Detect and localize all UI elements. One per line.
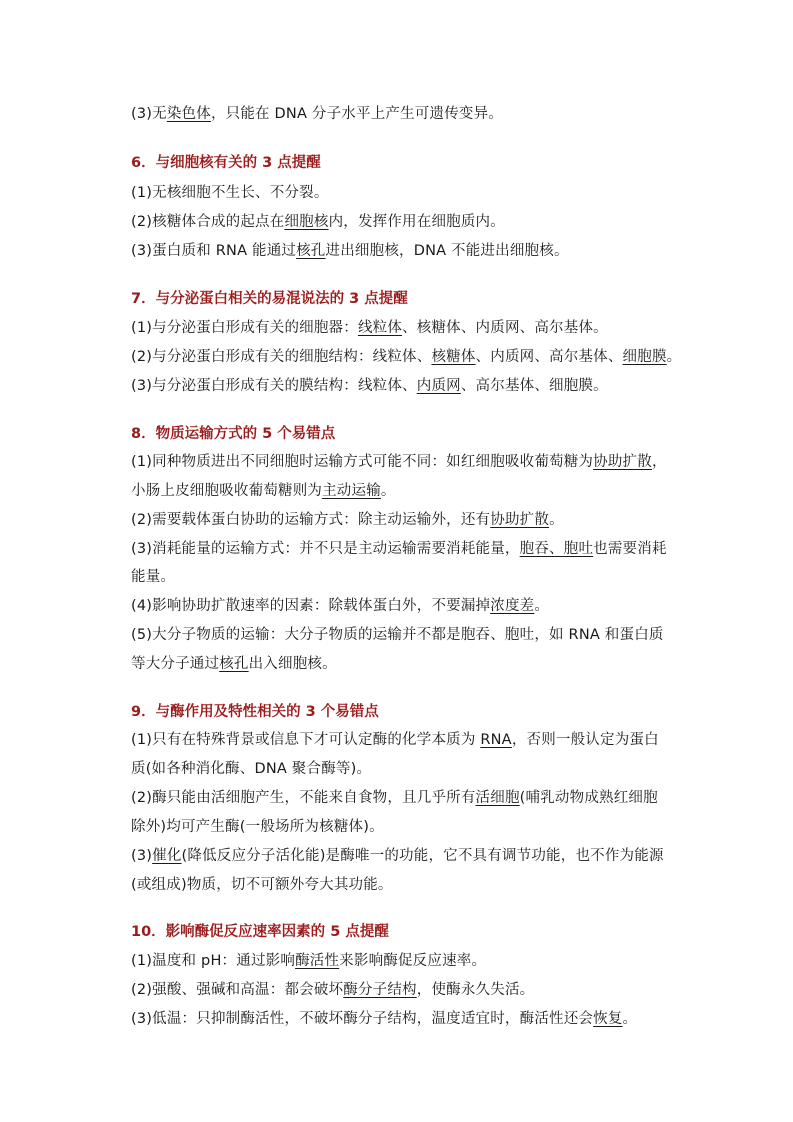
- section-line: [131, 654, 671, 674]
- section-line: [131, 539, 671, 559]
- text-segment: (3)蛋白质和 RNA 能通过: [131, 243, 297, 259]
- text-segment: 、高尔基体、细胞膜。: [460, 378, 608, 394]
- underlined-keyword: 浓度差: [490, 598, 535, 614]
- section-line: [131, 951, 671, 971]
- text-segment: 。: [380, 483, 396, 499]
- text-segment: (3)无: [131, 106, 167, 122]
- text-segment: ，否则一般认定为蛋白: [511, 732, 659, 748]
- underlined-keyword: 催化: [152, 848, 182, 864]
- text-segment: 。: [622, 1011, 638, 1027]
- text-segment: 、内质网、高尔基体、: [475, 349, 623, 365]
- section-line: [131, 1009, 671, 1029]
- underlined-keyword: 主动运输: [322, 483, 381, 499]
- text-segment: (1)温度和 pH：通过影响: [131, 953, 296, 969]
- section-heading: 8．物质运输方式的 5 个易错点: [131, 426, 336, 442]
- section-line: [131, 241, 671, 261]
- section-line: [131, 596, 671, 616]
- text-segment: (2)酶只能由活细胞产生，不能来自食物，且几乎所有: [131, 790, 476, 806]
- text-segment: ，只能在 DNA 分子水平上产生可遗传变异。: [210, 106, 504, 122]
- text-segment: (4)影响协助扩散速率的因素：除载体蛋白外，不要漏掉: [131, 598, 491, 614]
- text-segment: (3)消耗能量的运输方式：并不只是主动运输需要消耗能量，: [131, 541, 520, 557]
- text-segment: (1)同种物质进出不同细胞时运输方式可能不同：如红细胞吸收葡萄糖为: [131, 454, 594, 470]
- underlined-keyword: 内质网: [416, 378, 461, 394]
- text-segment: 来影响酶促反应速率。: [339, 953, 487, 969]
- underlined-keyword: 染色体: [166, 106, 211, 122]
- text-segment: 等大分子通过: [131, 656, 220, 672]
- text-segment: 进出细胞核，DNA 不能进出细胞核。: [325, 243, 569, 259]
- underlined-keyword: 细胞核: [284, 214, 329, 230]
- section-line: [131, 212, 671, 232]
- underlined-keyword: 恢复: [593, 1011, 623, 1027]
- text-segment: (3)低温：只抑制酶活性，不破坏酶分子结构，温度适宜时，酶活性还会: [131, 1011, 594, 1027]
- section-line: [131, 567, 671, 587]
- section-line: [131, 347, 682, 367]
- section-line: [131, 452, 671, 472]
- section-line: [131, 625, 671, 645]
- underlined-keyword: 核孔: [296, 243, 326, 259]
- section-line: [131, 376, 671, 396]
- text-segment: (1)与分泌蛋白形成有关的细胞器：: [131, 320, 358, 336]
- text-segment: 小肠上皮细胞吸收葡萄糖则为: [131, 483, 323, 499]
- text-segment: (哺乳动物成熟红细胞: [519, 790, 658, 806]
- text-segment: 。: [534, 598, 550, 614]
- section-line: [131, 730, 671, 750]
- section-heading: 7．与分泌蛋白相关的易混说法的 3 点提醒: [131, 291, 408, 307]
- text-segment: 质(如各种消化酶、DNA 聚合酶等)。: [131, 761, 372, 777]
- text-segment: ，使酶永久失活。: [416, 982, 535, 998]
- text-segment: (或组成)物质，切不可额外夸大其功能。: [131, 877, 393, 893]
- text-segment: 、核糖体、内质网、高尔基体。: [402, 320, 608, 336]
- underlined-keyword: 协助扩散: [490, 512, 550, 528]
- section-line: [131, 846, 671, 866]
- section-line: [131, 183, 671, 203]
- underlined-keyword: 酶分子结构: [343, 982, 417, 998]
- underlined-keyword: 细胞膜: [622, 349, 667, 365]
- text-segment: ，: [651, 454, 667, 470]
- text-segment: (2)强酸、强碱和高温：都会破坏: [131, 982, 344, 998]
- underlined-keyword: 酶活性: [295, 953, 340, 969]
- text-segment: 内，发挥作用在细胞质内。: [328, 214, 505, 230]
- section-line: [131, 875, 671, 895]
- section-line: [131, 510, 671, 530]
- underlined-keyword: 活细胞: [475, 790, 520, 806]
- section-heading: 6．与细胞核有关的 3 点提醒: [131, 155, 321, 171]
- underlined-keyword: 胞吞、胞吐: [519, 541, 594, 557]
- section-line: [131, 318, 671, 338]
- text-segment: (降低反应分子活化能)是酶唯一的功能，它不具有调节功能，也不作为能源: [181, 848, 664, 864]
- underlined-keyword: RNA: [480, 732, 512, 748]
- section-line: [131, 980, 671, 1000]
- text-segment: 除外)均可产生酶(一般场所为核糖体)。: [131, 819, 384, 835]
- text-segment: 。: [549, 512, 564, 528]
- section-line: [131, 788, 671, 808]
- text-segment: (2)核糖体合成的起点在: [131, 214, 285, 230]
- section-heading: 10．影响酶促反应速率因素的 5 点提醒: [131, 924, 389, 940]
- text-segment: (3): [131, 848, 153, 864]
- text-segment: (1)无核细胞不生长、不分裂。: [131, 185, 329, 201]
- text-segment: (2)需要载体蛋白协助的运输方式：除主动运输外，还有: [131, 512, 491, 528]
- underlined-keyword: 线粒体: [357, 320, 403, 336]
- text-segment: (2)与分泌蛋白形成有关的细胞结构：线粒体、: [131, 349, 432, 365]
- section-line: [131, 817, 671, 837]
- text-segment: 能量。: [131, 569, 176, 585]
- section-line: [131, 481, 671, 501]
- underlined-keyword: 协助扩散: [593, 454, 652, 470]
- underlined-keyword: 核孔: [219, 656, 249, 672]
- text-segment: 。: [666, 349, 682, 365]
- text-segment: 出入细胞核。: [248, 656, 337, 672]
- section-line: [131, 759, 671, 779]
- text-segment: 也需要消耗: [593, 541, 667, 557]
- intro-line: [131, 104, 671, 124]
- text-segment: (1)只有在特殊背景或信息下才可认定酶的化学本质为: [131, 732, 481, 748]
- section-heading: 9．与酶作用及特性相关的 3 个易错点: [131, 704, 379, 720]
- underlined-keyword: 核糖体: [431, 349, 476, 365]
- text-segment: (3)与分泌蛋白形成有关的膜结构：线粒体、: [131, 378, 417, 394]
- text-segment: (5)大分子物质的运输：大分子物质的运输并不都是胞吞、胞吐，如 RNA 和蛋白质: [131, 627, 664, 643]
